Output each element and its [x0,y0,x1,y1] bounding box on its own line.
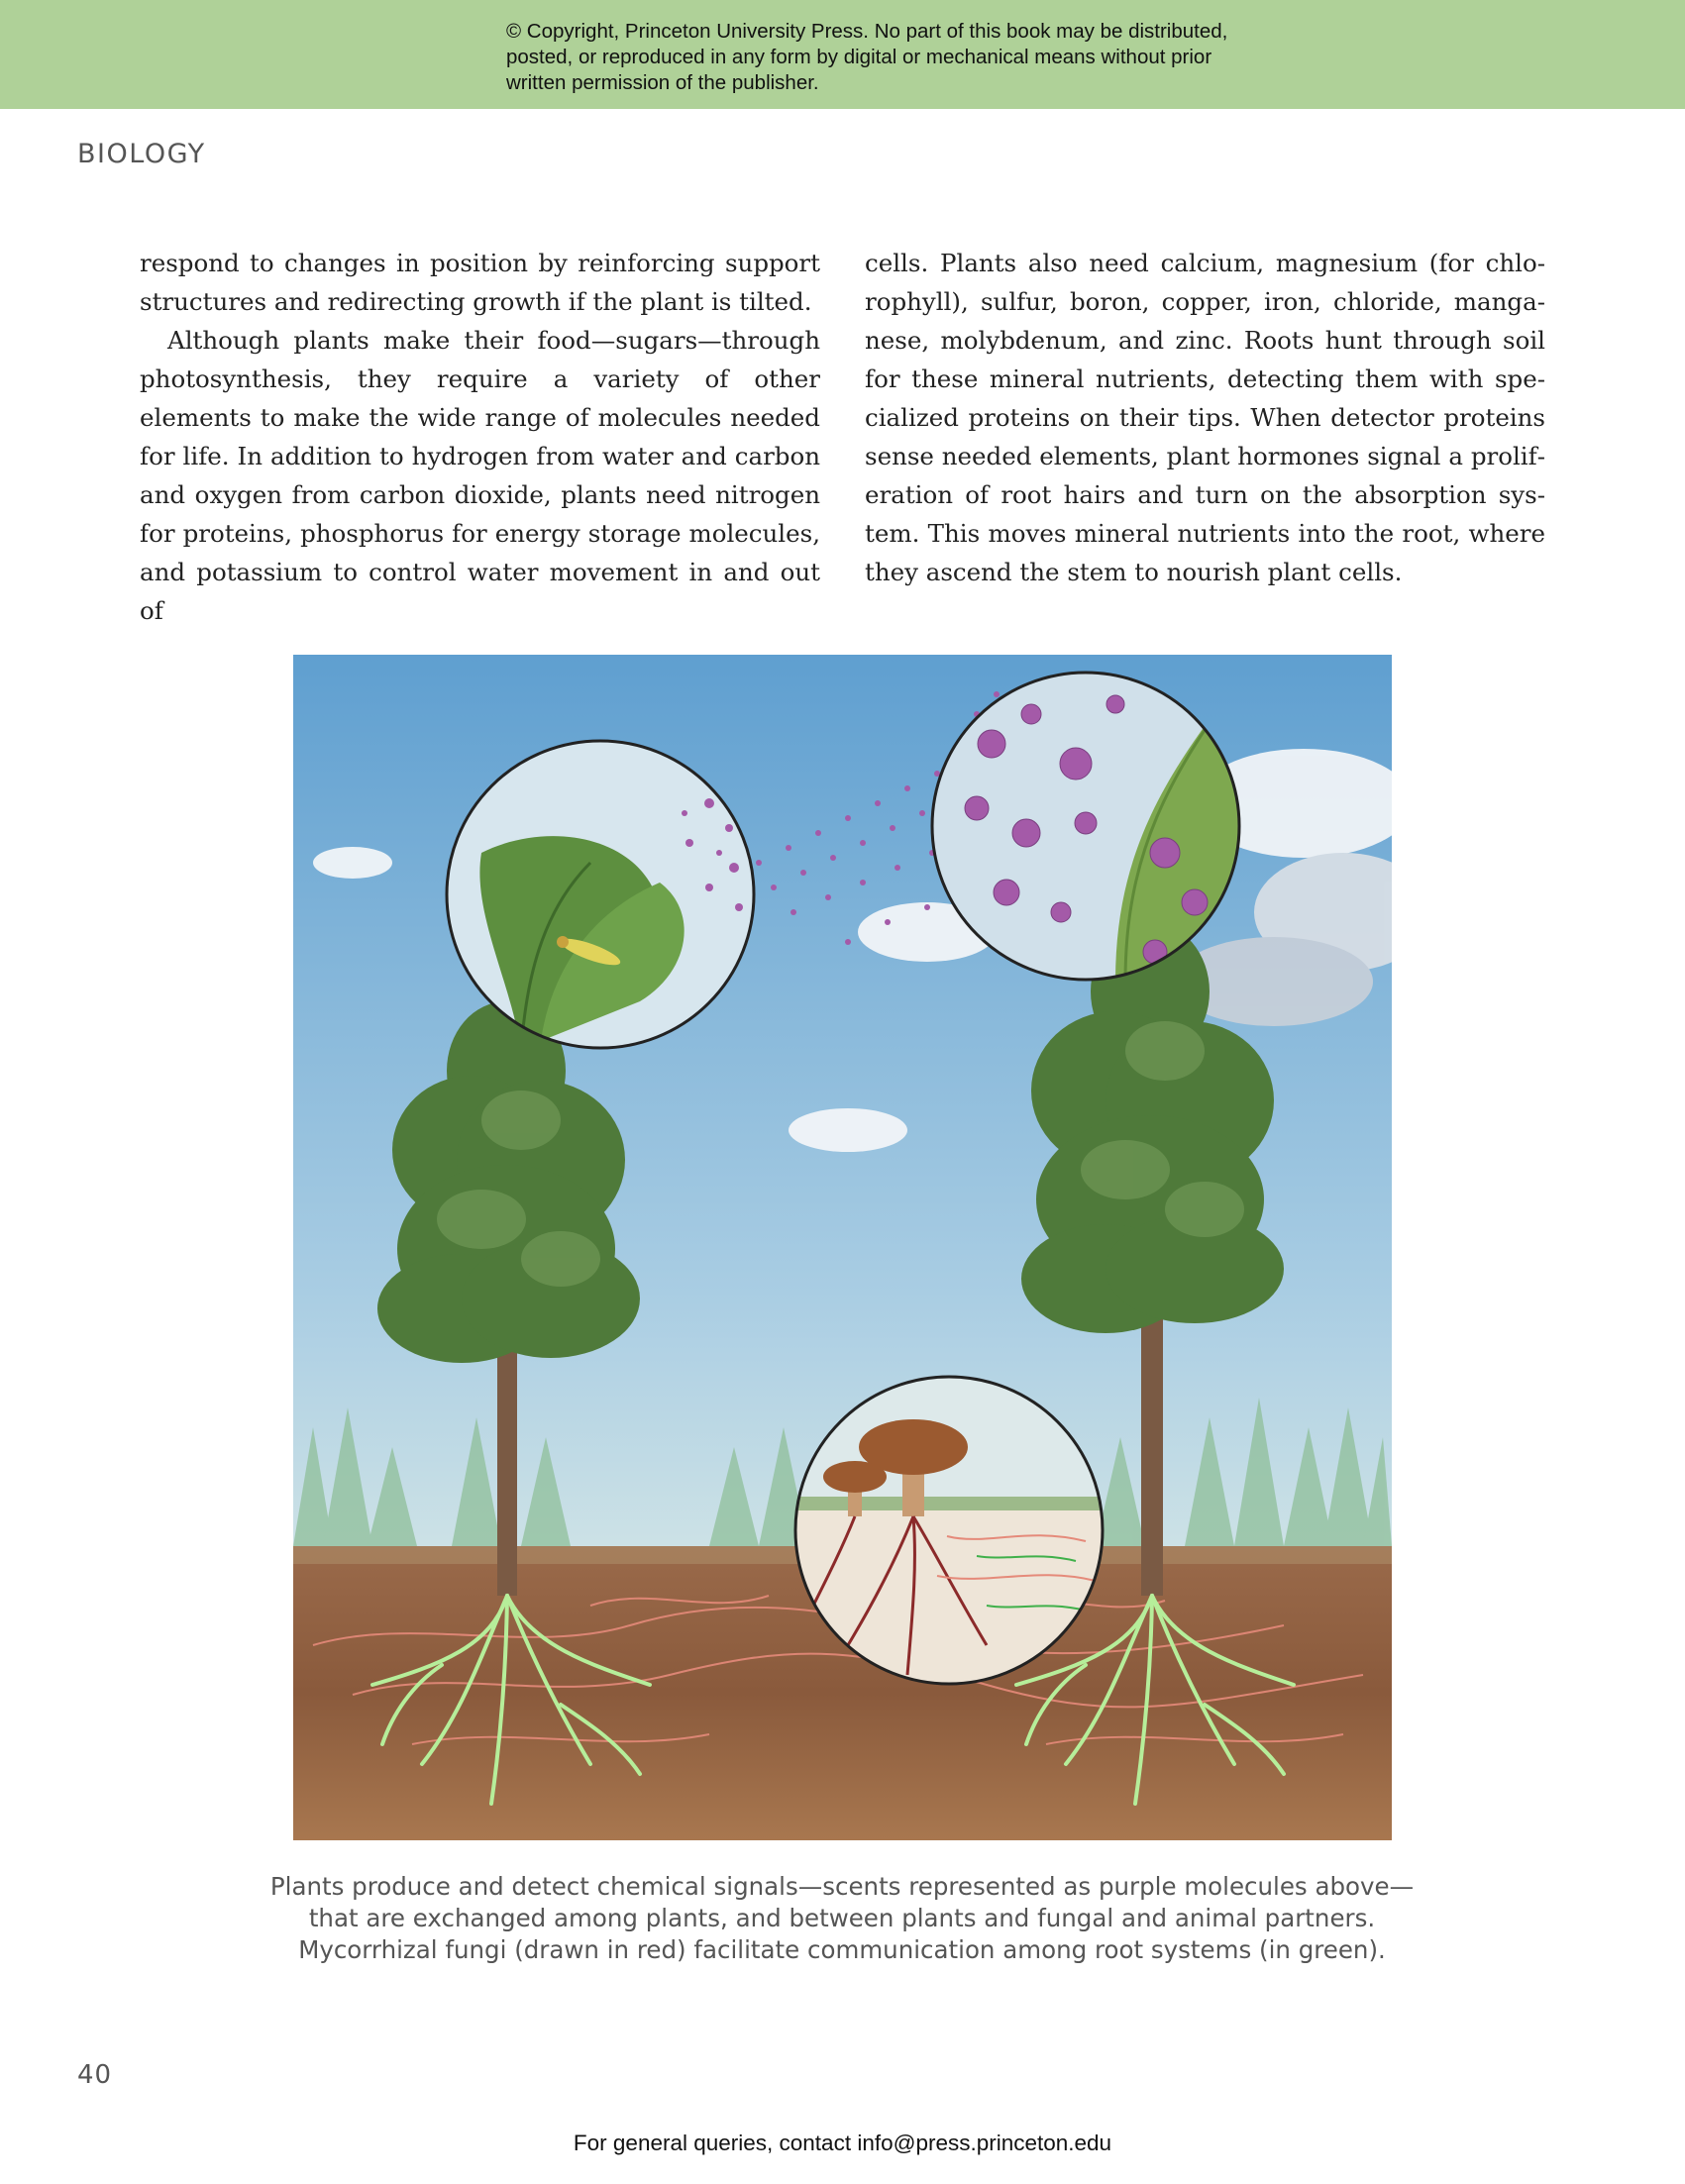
running-head: BIOLOGY [77,139,206,169]
caption-line: Plants produce and detect chemical signals—scents represented as purple molecules above— [269,1872,1415,1901]
paragraph: respond to changes in position by reinforcing support structures and redirecting growth if the plant is tilted. [140,249,820,316]
copyright-banner [0,0,1685,109]
caption-line: Mycorrhizal fungi (drawn in red) facilitate communication among root systems (in green). [298,1935,1386,1964]
caption-line: that are exchanged among plants, and between plants and fungal and animal partners. [308,1904,1376,1932]
figure-caption [188,1871,1496,1966]
body-column-left [140,244,820,630]
footer-contact: For general queries, contact info@press.princeton.edu [573,2131,1112,2155]
body-column-right [865,244,1545,591]
page-number: 40 [77,2060,113,2090]
copyright-notice: © Copyright, Princeton University Press. No part of this book may be distributed, posted, or reproduced in any form by digital or mechanical means without prior written permission of the publisher. [506,20,1228,94]
paragraph: Although plants make their food—sugars—through photosynthesis, they require a variety of other elements to make the wide range of molecules needed for life. In addition to hydrogen from water and carbon and oxygen from carbon dioxide, plants need nitrogen for proteins, phosphorus for energy storage molecules, and potassium to control water movement in and out of [140,326,820,625]
plant-signaling-illustration [293,655,1392,1840]
paragraph: cells. Plants also need calcium, magnesium (for chlorophyll), sulfur, boron, copper, iron, chloride, manganese, molybdenum, and zinc. Roots hunt through soil for these mineral nutrients, detecting them with specialized proteins on their tips. When detector proteins sense needed elements, plant hormones signal a proliferation of root hairs and turn on the absorption system. This moves mineral nutrients into the root, where they ascend the stem to nourish plant cells. [865,249,1545,586]
